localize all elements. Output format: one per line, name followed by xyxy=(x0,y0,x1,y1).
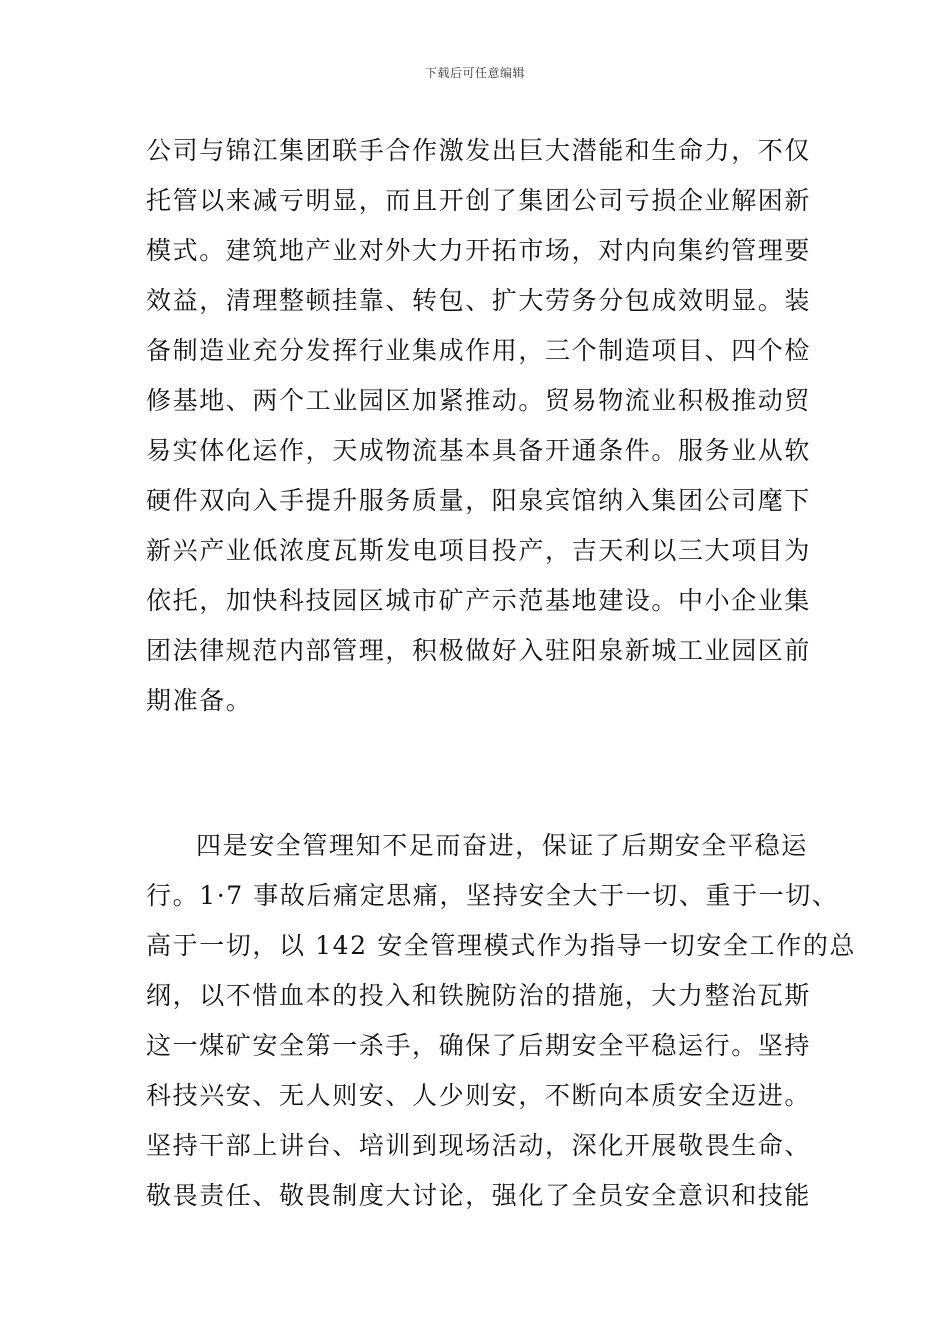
paragraph-line: 托管以来减亏明显，而且开创了集团公司亏损企业解困新 xyxy=(146,186,812,215)
paragraph-line: 效益，清理整顿挂靠、转包、扩大劳务分包成效明显。装 xyxy=(146,286,812,315)
paragraph-line: 备制造业充分发挥行业集成作用，三个制造项目、四个检 xyxy=(146,336,812,365)
paragraph-line: 易实体化运作，天成物流基本具备开通条件。服务业从软 xyxy=(146,436,812,465)
paragraph-line: 公司与锦江集团联手合作激发出巨大潜能和生命力，不仅 xyxy=(146,136,812,165)
page-header: 下载后可任意编辑 xyxy=(424,66,525,80)
paragraph-line: 硬件双向入手提升服务质量，阳泉宾馆纳入集团公司麾下 xyxy=(146,486,812,515)
paragraph-line: 模式。建筑地产业对外大力开拓市场，对内向集约管理要 xyxy=(146,236,812,265)
paragraph-line: 行。1·7 事故后痛定思痛，坚持安全大于一切、重于一切、 xyxy=(146,881,839,910)
paragraph-line: 新兴产业低浓度瓦斯发电项目投产，吉天利以三大项目为 xyxy=(146,536,812,565)
paragraph-line: 敬畏责任、敬畏制度大讨论，强化了全员安全意识和技能 xyxy=(146,1181,812,1210)
paragraph-line: 期准备。 xyxy=(146,686,253,715)
paragraph-line: 团法律规范内部管理，积极做好入驻阳泉新城工业园区前 xyxy=(146,636,812,665)
paragraph-line: 四是安全管理知不足而奋进，保证了后期安全平稳运 xyxy=(196,831,808,860)
paragraph-line: 科技兴安、无人则安、人少则安，不断向本质安全迈进。 xyxy=(146,1081,812,1110)
paragraph-line: 坚持干部上讲台、培训到现场活动，深化开展敬畏生命、 xyxy=(146,1131,812,1160)
paragraph-line: 纲，以不惜血本的投入和铁腕防治的措施，大力整治瓦斯 xyxy=(146,981,812,1010)
paragraph-line: 高于一切，以 142 安全管理模式作为指导一切安全工作的总 xyxy=(146,931,857,960)
paragraph-line: 依托，加快科技园区城市矿产示范基地建设。中小企业集 xyxy=(146,586,812,615)
paragraph-line: 这一煤矿安全第一杀手，确保了后期安全平稳运行。坚持 xyxy=(146,1031,812,1060)
paragraph-line: 修基地、两个工业园区加紧推动。贸易物流业积极推动贸 xyxy=(146,386,812,415)
